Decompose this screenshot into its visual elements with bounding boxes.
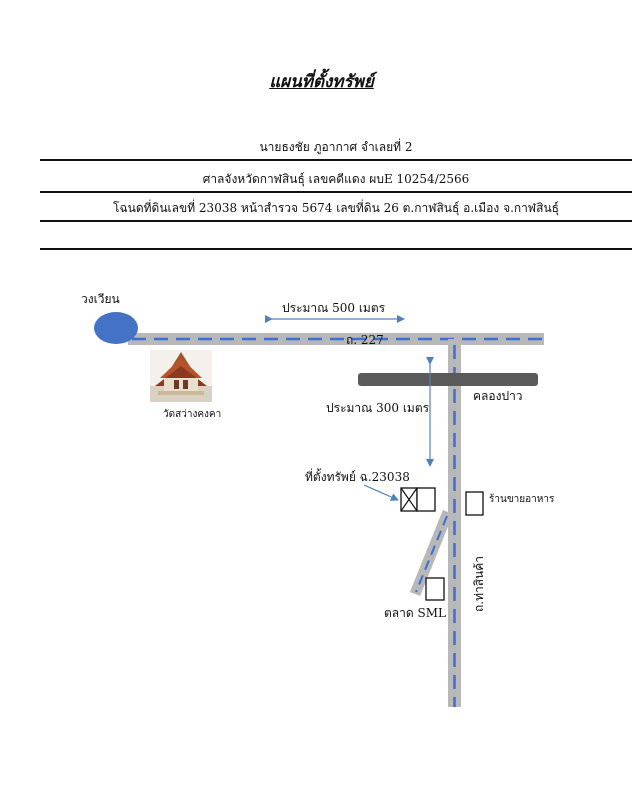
owner-line: นายธงชัย ภูอากาศ จำเลยที่ 2 xyxy=(259,140,413,154)
side-road-label: ถ.ท่าสินค้า xyxy=(472,555,486,612)
temple-icon xyxy=(150,350,212,402)
canal-label: คลองปาว xyxy=(473,389,523,403)
market-marker xyxy=(426,578,444,600)
adjacent-plot xyxy=(417,488,435,511)
market-label: ตลาด SML xyxy=(384,606,446,620)
distance-500-label: ประมาณ 500 เมตร xyxy=(282,301,386,315)
temple-label: วัดสว่างคงคา xyxy=(163,409,222,420)
property-pointer-arrow xyxy=(364,485,398,500)
deed-line: โฉนดที่ดินเลขที่ 23038 หน้าสำรวจ 5674 เลขที่ดิน 26 ต.กาฬสินธุ์ อ.เมือง จ.กาฬสินธุ์ xyxy=(113,201,559,215)
page-title: แผนที่ตั้งทรัพย์ xyxy=(269,72,374,92)
restaurant-marker xyxy=(466,492,483,515)
property-label: ที่ตั้งทรัพย์ ฉ.23038 xyxy=(305,470,410,484)
main-road-label: ถ. 227 xyxy=(346,333,384,347)
roundabout-label: วงเวียน xyxy=(81,292,120,306)
distance-300-label: ประมาณ 300 เมตร xyxy=(326,401,430,415)
roundabout-marker xyxy=(94,312,138,344)
canal-bar xyxy=(358,373,538,386)
court-line: ศาลจังหวัดกาฬสินธุ์ เลขคดีแดง ผบE 10254/2566 xyxy=(202,172,470,186)
restaurant-label: ร้านขายอาหาร xyxy=(489,494,555,505)
